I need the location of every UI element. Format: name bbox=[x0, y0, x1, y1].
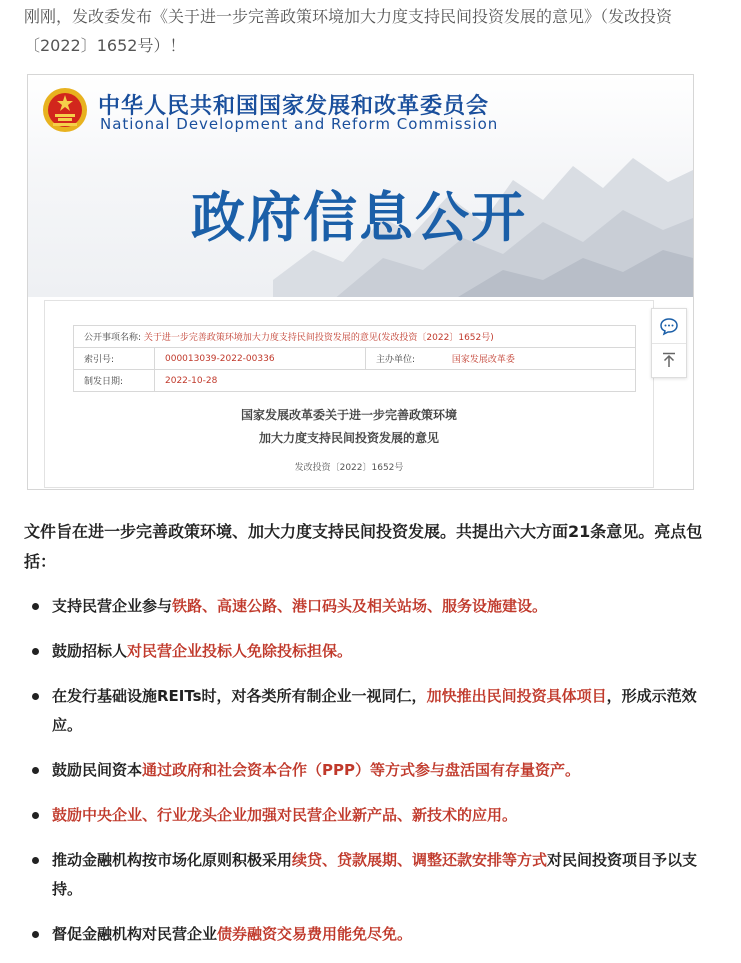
highlight-emphasis: 续贷、贷款展期、调整还款安排等方式 bbox=[292, 851, 548, 869]
document-title-line2: 加大力度支持民间投资发展的意见 bbox=[258, 431, 439, 445]
org-name-cn: 中华人民共和国国家发展和改革委员会 bbox=[98, 94, 490, 119]
bullet-icon bbox=[32, 812, 39, 819]
chat-bubble-icon bbox=[659, 316, 679, 336]
index-label: 索引号: bbox=[74, 348, 155, 370]
highlight-emphasis: 通过政府和社会资本合作（PPP）等方式参与盘活国有存量资产。 bbox=[142, 761, 580, 779]
bullet-icon bbox=[32, 857, 39, 864]
unit-value: 国家发展改革委 bbox=[451, 355, 515, 365]
header-banner bbox=[28, 75, 693, 297]
subject-cell bbox=[74, 326, 636, 348]
highlight-text: 推动金融机构按市场化原则积极采用 bbox=[52, 851, 293, 869]
highlight-emphasis: 铁路、高速公路、港口码头及相关站场、服务设施建设。 bbox=[172, 597, 548, 615]
side-toolbar bbox=[651, 308, 687, 378]
date-value: 2022-10-28 bbox=[155, 370, 636, 392]
bullet-icon bbox=[32, 767, 39, 774]
highlight-text: 在发行基础设施REITs时，对各类所有制企业一视同仁， bbox=[52, 687, 427, 705]
embedded-screenshot bbox=[27, 74, 694, 490]
list-item bbox=[24, 846, 724, 904]
back-to-top-icon bbox=[660, 351, 678, 369]
document-card bbox=[44, 300, 654, 488]
table-row bbox=[74, 370, 636, 392]
summary-paragraph: 文件旨在进一步完善政策环境、加大力度支持民间投资发展。共提出六大方面21条意见。亮点包括： bbox=[24, 522, 703, 571]
national-emblem-icon bbox=[42, 87, 88, 133]
list-item bbox=[24, 801, 724, 830]
unit-label: 主办单位: bbox=[376, 355, 416, 365]
highlight-text: 鼓励民间资本 bbox=[52, 761, 143, 779]
bullet-icon bbox=[32, 931, 39, 938]
bullet-icon bbox=[32, 648, 39, 655]
highlight-emphasis: 债券融资交易费用能免尽免。 bbox=[217, 925, 413, 943]
highlights-list bbox=[24, 592, 724, 949]
highlight-text: 鼓励招标人 bbox=[52, 642, 128, 660]
highlight-emphasis: 加快推出民间投资具体项目 bbox=[426, 687, 607, 705]
list-item bbox=[24, 637, 724, 666]
index-value: 000013039-2022-00336 bbox=[155, 348, 366, 370]
subject-label: 公开事项名称: bbox=[84, 333, 142, 343]
document-title-line1: 国家发展改革委关于进一步完善政策环境 bbox=[240, 408, 457, 422]
org-name-en: National Development and Reform Commission bbox=[100, 115, 499, 133]
intro-paragraph: 刚刚，发改委发布《关于进一步完善政策环境加大力度支持民间投资发展的意见》（发改投资〔2022〕1652号）！ bbox=[24, 7, 673, 55]
bullet-icon bbox=[32, 603, 39, 610]
highlight-tail: ，形成示范效应。 bbox=[52, 687, 697, 734]
unit-cell bbox=[366, 348, 636, 370]
document-number: 发改投资〔2022〕1652号 bbox=[294, 463, 404, 473]
table-row bbox=[74, 348, 636, 370]
highlight-tail: 对民间投资项目予以支持。 bbox=[52, 851, 698, 898]
highlight-emphasis: 鼓励中央企业、行业龙头企业加强对民营企业新产品、新技术的应用。 bbox=[52, 806, 518, 824]
list-item bbox=[24, 682, 724, 740]
highlight-text: 支持民营企业参与 bbox=[52, 597, 173, 615]
chat-button[interactable] bbox=[652, 309, 686, 344]
back-to-top-button[interactable] bbox=[652, 343, 686, 377]
list-item bbox=[24, 920, 724, 949]
highlight-text: 督促金融机构对民营企业 bbox=[52, 925, 218, 943]
list-item bbox=[24, 756, 724, 785]
metadata-table bbox=[73, 325, 636, 392]
banner-title: 政府信息公开 bbox=[191, 186, 527, 249]
list-item bbox=[24, 592, 724, 621]
date-label: 制发日期: bbox=[74, 370, 155, 392]
bullet-icon bbox=[32, 693, 39, 700]
table-row bbox=[74, 326, 636, 348]
subject-value: 关于进一步完善政策环境加大力度支持民间投资发展的意见(发改投资〔2022〕1652号) bbox=[143, 333, 494, 343]
highlight-emphasis: 对民营企业投标人免除投标担保。 bbox=[127, 642, 353, 660]
